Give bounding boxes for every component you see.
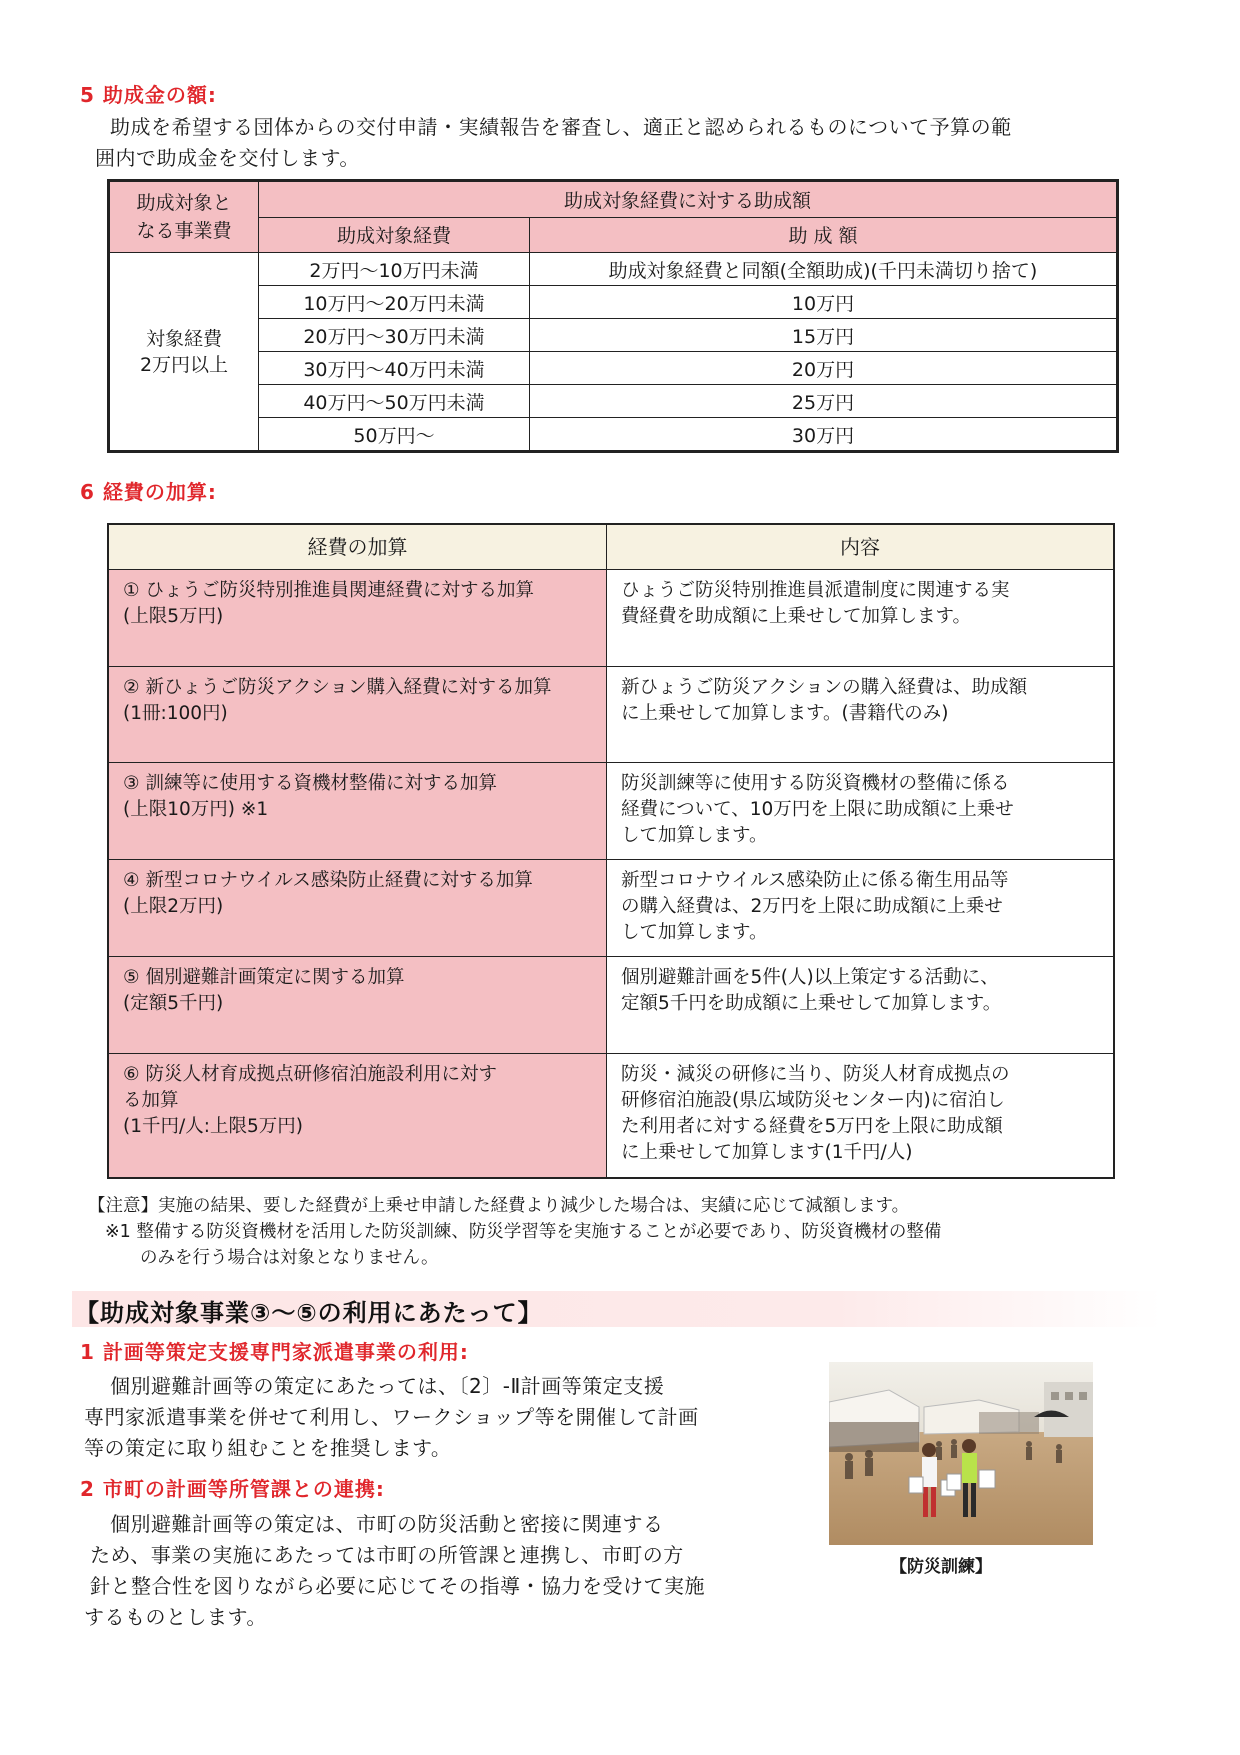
section5-body-line1: 助成を希望する団体からの交付申請・実績報告を審査し、適正と認められるものについて予算の範: [110, 115, 1012, 139]
grant-amount: 15万円: [530, 319, 1118, 352]
grant-amount: 25万円: [530, 385, 1118, 418]
table-row: [108, 570, 1114, 667]
grant-amount: 30万円: [530, 418, 1118, 452]
grant-amount: 助成対象経費と同額(全額助成)(千円未満切り捨て): [530, 253, 1118, 286]
grant-range: 2万円～10万円未満: [259, 253, 530, 286]
addition-content: 防災訓練等に使用する防災資機材の整備に係る 経費について、10万円を上限に助成額に上乗せ して加算します。: [607, 763, 1115, 860]
addition-content: ひょうご防災特別推進員派遣制度に関連する実 費経費を助成額に上乗せして加算します。: [607, 570, 1115, 667]
usage-sub2-line2: ため、事業の実施にあたっては市町の所管課と連携し、市町の方: [90, 1543, 684, 1567]
addition-content: 防災・減災の研修に当り、防災人材育成拠点の 研修宿泊施設(県広域防災センター内)に宿泊し た利用者に対する経費を5万円を上限に助成額 に上乗せして加算します(1千円/人): [607, 1054, 1115, 1178]
addition-item: ④ 新型コロナウイルス感染防止経費に対する加算 (上限2万円): [108, 860, 607, 957]
table-row: [108, 957, 1114, 1054]
table-row: [109, 253, 1118, 286]
grant-amount: 10万円: [530, 286, 1118, 319]
grant-col1-header: 助成対象と なる事業費: [109, 181, 259, 253]
table-row: [108, 763, 1114, 860]
grant-range: 10万円～20万円未満: [259, 286, 530, 319]
addition-col2-header: 内容: [607, 524, 1115, 570]
usage-sub2-line4: するものとします。: [84, 1605, 267, 1629]
addition-content: 新型コロナウイルス感染防止に係る衛生用品等 の購入経費は、2万円を上限に助成額に上乗せ して加算します。: [607, 860, 1115, 957]
addition-col1-header: 経費の加算: [108, 524, 607, 570]
table-row: [109, 352, 1118, 385]
addition-item: ⑥ 防災人材育成拠点研修宿泊施設利用に対す る加算 (1千円/人:上限5万円): [108, 1054, 607, 1178]
disaster-drill-photo: [829, 1362, 1093, 1545]
grant-row-label: 対象経費 2万円以上: [109, 253, 259, 452]
addition-table: [107, 523, 1115, 1179]
usage-sub1-line1: 個別避難計画等の策定にあたっては、〔2〕-Ⅱ計画等策定支援: [110, 1374, 665, 1398]
usage-sub2-line1: 個別避難計画等の策定は、市町の防災活動と密接に関連する: [110, 1512, 664, 1536]
addition-item: ⑤ 個別避難計画策定に関する加算 (定額5千円): [108, 957, 607, 1054]
usage-sub1-line2: 専門家派遣事業を併せて利用し、ワークショップ等を開催して計画: [84, 1405, 699, 1429]
grant-range: 20万円～30万円未満: [259, 319, 530, 352]
grant-amount: 20万円: [530, 352, 1118, 385]
usage-banner-title: 【助成対象事業③～⑤の利用にあたって】: [75, 1299, 543, 1327]
footnote-1-line2: のみを行う場合は対象となりません。: [140, 1248, 439, 1268]
grant-group-header: 助成対象経費に対する助成額: [259, 181, 1118, 218]
table-row: [109, 319, 1118, 352]
addition-content: 個別避難計画を5件(人)以上策定する活動に、 定額5千円を助成額に上乗せして加算します。: [607, 957, 1115, 1054]
usage-sub1-line3: 等の策定に取り組むことを推奨します。: [84, 1436, 452, 1460]
table-row: [108, 667, 1114, 763]
usage-sub1-heading: 1 計画等策定支援専門家派遣事業の利用:: [80, 1340, 469, 1364]
caution-note: 【注意】実施の結果、要した経費が上乗せ申請した経費より減少した場合は、実績に応じて減額します。: [88, 1196, 910, 1216]
usage-sub2-heading: 2 市町の計画等所管課との連携:: [80, 1477, 385, 1501]
grant-range: 40万円～50万円未満: [259, 385, 530, 418]
addition-item: ③ 訓練等に使用する資機材整備に対する加算 (上限10万円) ※1: [108, 763, 607, 860]
table-row: [109, 385, 1118, 418]
addition-item: ② 新ひょうご防災アクション購入経費に対する加算 (1冊:100円): [108, 667, 607, 763]
grant-range: 30万円～40万円未満: [259, 352, 530, 385]
usage-sub2-line3: 針と整合性を図りながら必要に応じてその指導・協力を受けて実施: [90, 1574, 705, 1598]
section6-heading: 6 経費の加算:: [80, 480, 217, 504]
footnote-1-line1: ※1 整備する防災資機材を活用した防災訓練、防災学習等を実施することが必要であり、防災資機材の整備: [105, 1222, 942, 1242]
grant-col2-header: 助成対象経費: [259, 217, 530, 252]
section5-body-line2: 囲内で助成金を交付します。: [95, 146, 360, 170]
table-row: [108, 860, 1114, 957]
section5-heading: 5 助成金の額:: [80, 83, 217, 107]
table-row: [108, 1054, 1114, 1178]
table-row: [109, 418, 1118, 452]
table-row: [109, 286, 1118, 319]
addition-item: ① ひょうご防災特別推進員関連経費に対する加算 (上限5万円): [108, 570, 607, 667]
grant-amount-table: [107, 179, 1119, 453]
addition-content: 新ひょうご防災アクションの購入経費は、助成額 に上乗せして加算します。(書籍代のみ): [607, 667, 1115, 763]
grant-col3-header: 助 成 額: [530, 217, 1118, 252]
photo-caption: 【防災訓練】: [890, 1557, 992, 1577]
grant-range: 50万円～: [259, 418, 530, 452]
